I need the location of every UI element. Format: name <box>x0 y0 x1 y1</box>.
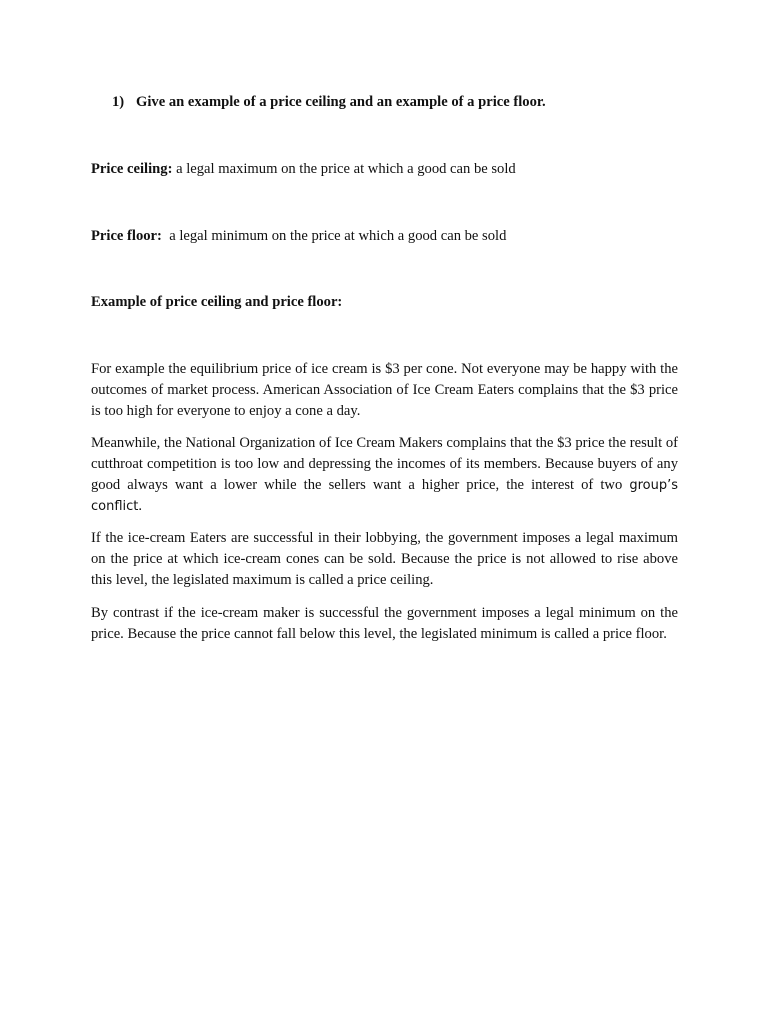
price-ceiling-text: a legal maximum on the price at which a good can be sold <box>172 161 516 177</box>
price-floor-term: Price floor: <box>91 228 162 244</box>
question-number: 1) <box>112 94 125 110</box>
paragraph-2 <box>91 433 678 517</box>
paragraph-2-tail: group’s conflict <box>91 478 678 514</box>
question-heading <box>112 92 546 112</box>
paragraph-2-main: Meanwhile, the National Organization of Ice Cream Makers complains that the $3 price the result of cutthroat competition is too low and depressing the incomes of its members. Because buyers of any good always want a lower while the sellers want a higher price, the interest of two <box>91 435 678 493</box>
paragraph-2-end: . <box>138 498 143 514</box>
price-floor-definition <box>91 226 506 246</box>
paragraph-1: For example the equilibrium price of ice cream is $3 per cone. Not everyone may be happy with the outcomes of market process. American Association of Ice Cream Eaters complains that the $3 price is too high for everyone to enjoy a cone a day. <box>91 361 678 419</box>
price-ceiling-term: Price ceiling: <box>91 161 173 177</box>
example-heading: Example of price ceiling and price floor: <box>91 294 343 310</box>
paragraph-3: If the ice-cream Eaters are successful in their lobbying, the government imposes a legal maximum on the price at which ice-cream cones can be sold. Because the price is not allowed to rise above this level, the legislated maximum is called a price ceiling. <box>91 530 678 588</box>
paragraph-4: By contrast if the ice-cream maker is successful the government imposes a legal minimum on the price. Because the price cannot fall below this level, the legislated minimum is called a price floor. <box>91 605 678 642</box>
question-text: Give an example of a price ceiling and an example of a price floor. <box>136 94 546 110</box>
price-ceiling-definition <box>91 159 516 179</box>
price-floor-text: a legal minimum on the price at which a good can be sold <box>161 228 507 244</box>
